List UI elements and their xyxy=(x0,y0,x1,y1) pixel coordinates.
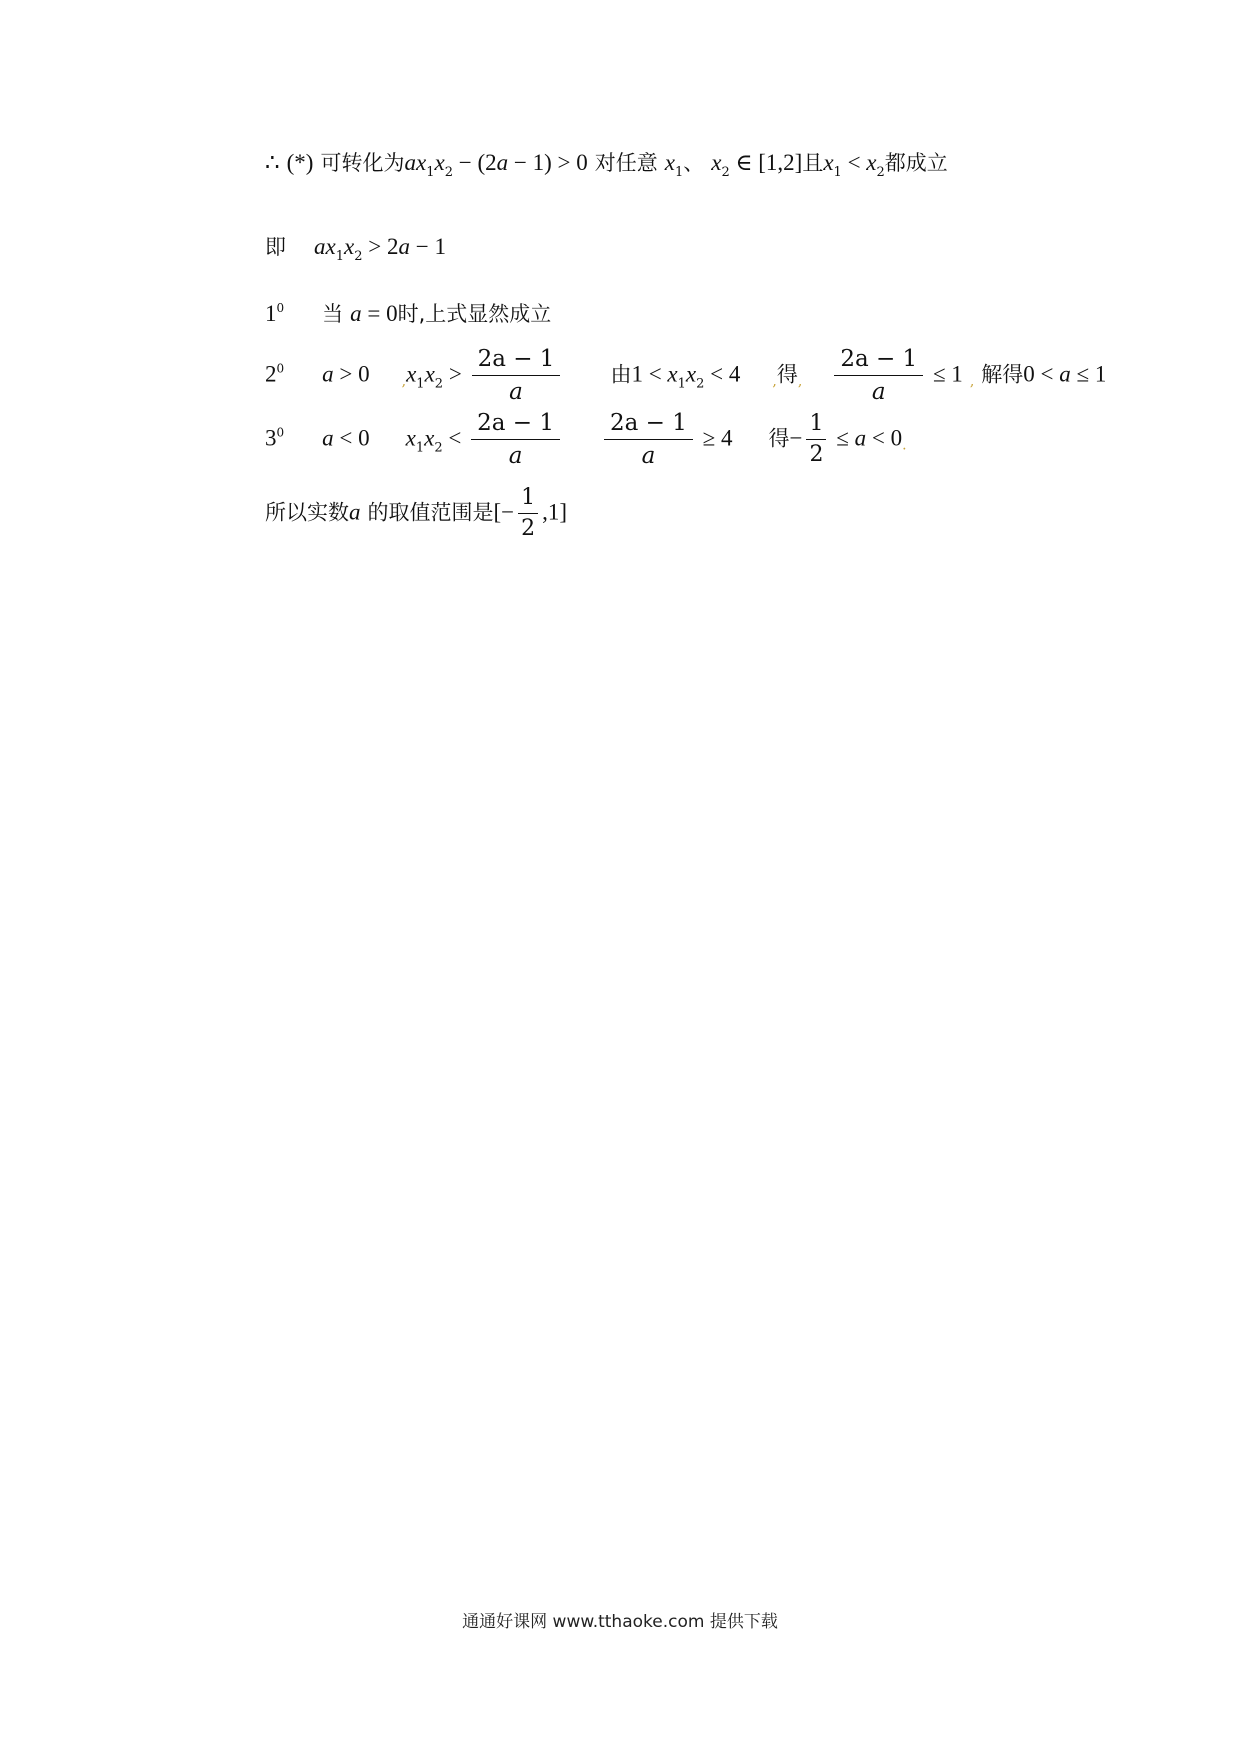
var-x: x xyxy=(685,361,697,387)
superscript: 0 xyxy=(276,301,285,315)
line-2 xyxy=(265,232,446,272)
text: 可转化为 xyxy=(320,151,405,175)
text: 解得 xyxy=(981,362,1024,387)
fraction-numerator: 2a − 1 xyxy=(834,346,923,376)
math-text: − 1) > 0 xyxy=(508,150,588,175)
subscript: 2 xyxy=(434,376,444,392)
star-marker: (*) xyxy=(286,150,314,175)
math-text: [− xyxy=(493,499,515,525)
var-x: x xyxy=(424,425,435,451)
fraction-denominator: a xyxy=(509,379,523,405)
math-text: ,1] xyxy=(542,499,568,525)
subscript: 2 xyxy=(876,165,885,180)
fraction-denominator: a xyxy=(641,443,656,469)
math-text: ≤ 1 xyxy=(1070,361,1107,387)
text: 对任意 xyxy=(594,151,658,175)
var-x: x xyxy=(405,425,416,451)
math-text: ≥ 4 xyxy=(696,425,733,451)
subscript: 1 xyxy=(335,249,344,264)
therefore-symbol: ∴ xyxy=(265,150,280,175)
period: . xyxy=(902,437,907,454)
stray-dot: , xyxy=(401,373,407,390)
fraction-numerator: 2a − 1 xyxy=(471,410,560,440)
var-a: a xyxy=(854,425,867,451)
line-3 xyxy=(265,293,551,330)
superscript: 0 xyxy=(276,425,285,440)
fraction-numerator: 2a − 1 xyxy=(604,410,693,440)
math-text: < xyxy=(841,150,867,175)
math-text: < 0 xyxy=(866,425,903,451)
text: 由 xyxy=(610,362,632,387)
var-x: x xyxy=(434,150,445,175)
text: 、 xyxy=(683,151,705,175)
math-text: ≤ 1 xyxy=(927,361,963,387)
var-x: x xyxy=(415,150,427,175)
math-text: 0 < xyxy=(1023,361,1060,387)
text: 都成立 xyxy=(884,151,948,175)
subscript: 1 xyxy=(833,165,842,180)
subscript: 2 xyxy=(354,249,363,264)
var-a: a xyxy=(322,425,334,451)
var-a: a xyxy=(314,234,326,259)
fraction-denominator: a xyxy=(508,443,523,469)
var-a: a xyxy=(349,499,361,525)
text: 得 xyxy=(768,426,790,451)
var-x: x xyxy=(664,150,675,175)
fraction-denominator: 2 xyxy=(521,516,536,541)
subscript: 1 xyxy=(677,376,686,392)
math-text: 1 < xyxy=(631,361,668,387)
text: 当 xyxy=(322,302,344,326)
text: 时,上式显然成立 xyxy=(397,302,552,326)
math-text: ≤ xyxy=(830,425,855,451)
var-a: a xyxy=(398,234,410,259)
math-text: < 0 xyxy=(333,425,370,451)
math-text: − xyxy=(789,425,803,451)
math-text: > xyxy=(443,361,468,387)
line-6 xyxy=(265,486,567,541)
var-a: a xyxy=(404,150,416,175)
math-text: = 0 xyxy=(361,301,398,326)
line-5 xyxy=(265,410,907,469)
fraction-denominator: a xyxy=(871,379,886,405)
subscript: 2 xyxy=(696,376,705,392)
subscript: 1 xyxy=(416,376,425,392)
footer-source: 通通好课网 www.tthaoke.com 提供下载 xyxy=(462,1612,778,1632)
math-text: < 4 xyxy=(704,361,741,387)
fraction-numerator: 2a − 1 xyxy=(472,346,561,376)
text: 且 xyxy=(802,151,824,175)
label-ji: 即 xyxy=(265,235,286,259)
math-text: − 1 xyxy=(409,234,446,259)
var-x: x xyxy=(866,150,877,175)
text: 的取值范围是 xyxy=(367,500,494,525)
var-x: x xyxy=(667,361,678,387)
subscript: 1 xyxy=(674,165,684,180)
var-a: a xyxy=(1059,361,1071,387)
fraction-numerator: 1 xyxy=(518,486,538,514)
text: 得 xyxy=(776,362,798,387)
case-number: 2 xyxy=(265,361,277,387)
case-number: 3 xyxy=(265,425,277,451)
subscript: 1 xyxy=(415,440,425,456)
fraction xyxy=(472,346,561,405)
var-x: x xyxy=(823,150,834,175)
superscript: 0 xyxy=(276,361,285,376)
stray-dot: , xyxy=(969,373,975,390)
var-x: x xyxy=(424,361,435,387)
fraction xyxy=(471,410,560,469)
subscript: 1 xyxy=(426,165,435,180)
subscript: 2 xyxy=(721,165,730,180)
case-number: 1 xyxy=(265,301,277,326)
math-text: ∈ [1,2] xyxy=(729,150,803,175)
fraction-half xyxy=(806,412,826,467)
fraction xyxy=(604,410,693,469)
var-a: a xyxy=(322,361,334,387)
line-4 xyxy=(265,346,1106,405)
var-x: x xyxy=(325,234,336,259)
fraction-half xyxy=(518,486,538,541)
math-text: > xyxy=(362,234,387,259)
fraction-numerator: 1 xyxy=(806,412,826,440)
var-a: a xyxy=(496,150,509,175)
fraction-denominator: 2 xyxy=(809,442,824,467)
math-text: 2 xyxy=(386,234,399,259)
stray-dot: , xyxy=(772,373,777,390)
var-x: x xyxy=(711,150,722,175)
subscript: 2 xyxy=(444,165,453,180)
text: 所以实数 xyxy=(265,500,349,525)
var-a: a xyxy=(350,301,362,326)
subscript: 2 xyxy=(434,440,443,456)
var-x: x xyxy=(344,234,355,259)
math-text: < xyxy=(442,425,468,451)
line-1 xyxy=(265,148,948,188)
math-text: > 0 xyxy=(333,361,370,387)
fraction xyxy=(834,346,923,405)
var-x: x xyxy=(406,361,417,387)
stray-dot: , xyxy=(797,373,803,390)
math-text: − (2 xyxy=(452,150,497,175)
